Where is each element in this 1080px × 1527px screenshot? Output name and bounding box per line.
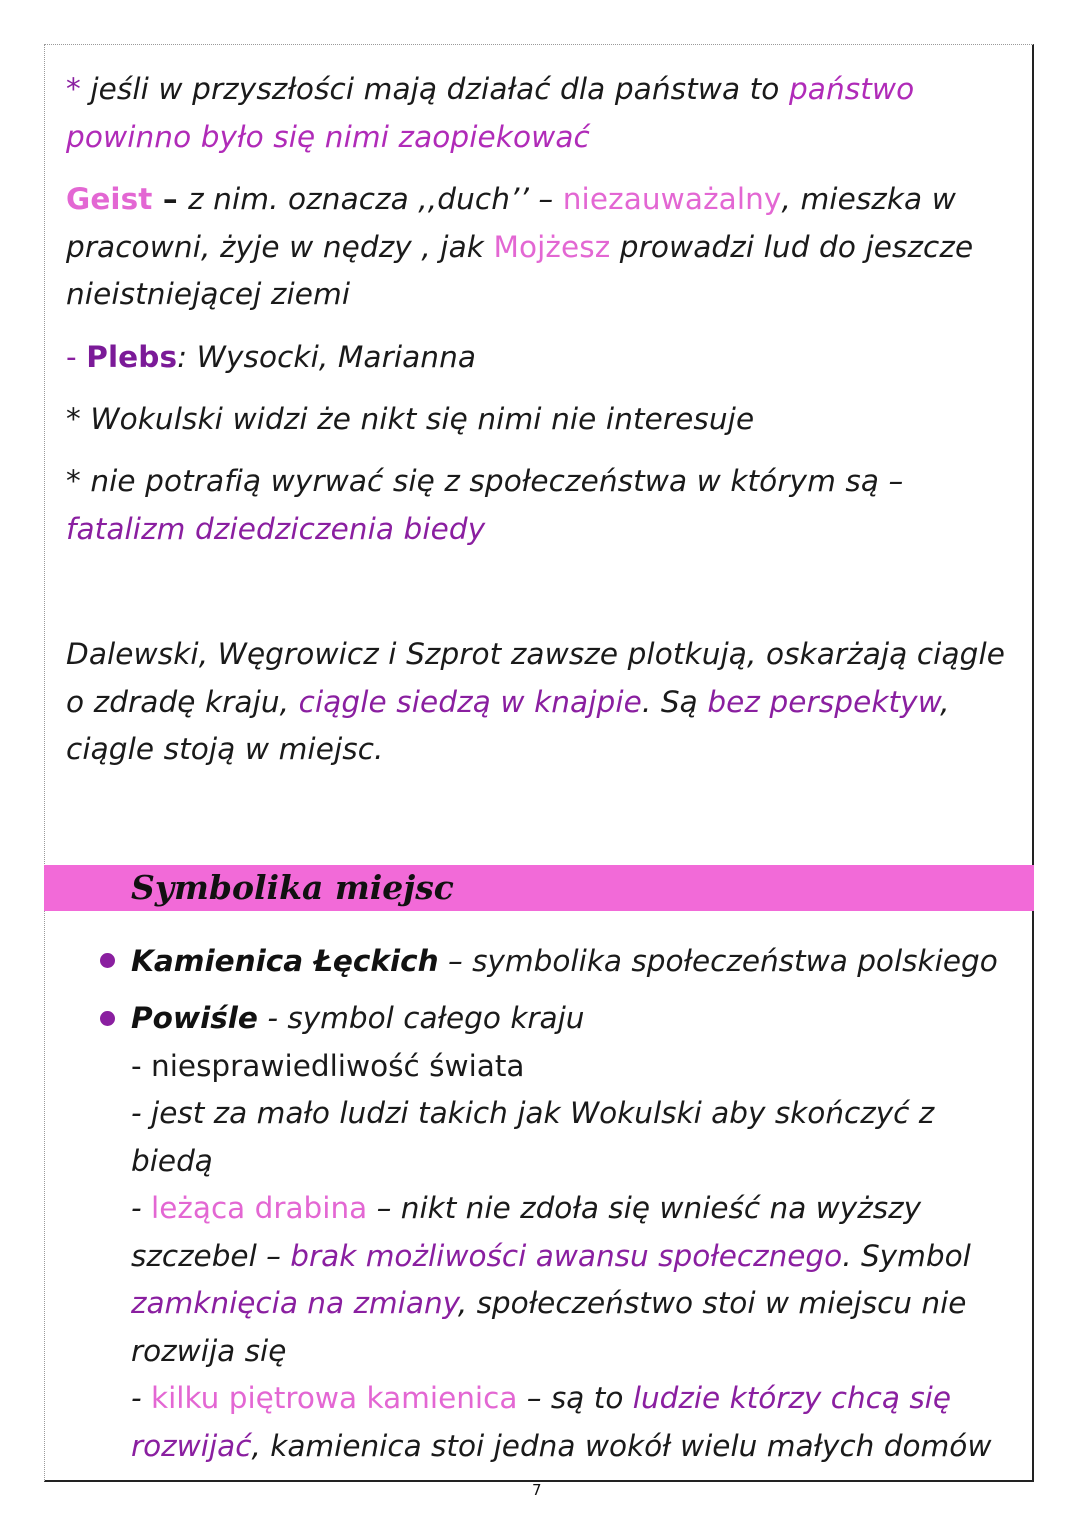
- text: , kamienica stoi jedna wokół wielu małych domów: [251, 1428, 992, 1463]
- sub-line: - jest za mało ludzi takich jak Wokulski aby skończyć z biedą: [131, 1096, 935, 1178]
- text: . Są: [641, 684, 708, 719]
- highlight: leżąca drabina: [151, 1191, 368, 1225]
- sub-line: - niesprawiedliwość świata: [131, 1048, 525, 1083]
- highlight: powinno było się nimi zaopiekować: [66, 119, 590, 154]
- paragraph-fatalizm: [66, 458, 1016, 553]
- highlight: kilku piętrowa kamienica: [151, 1381, 518, 1415]
- text: : Wysocki, Marianna: [177, 340, 477, 374]
- text: – symbolika społeczeństwa polskiego: [438, 944, 998, 978]
- text: prowadzi lud do jeszcze nieistniejącej ziemi: [66, 229, 974, 311]
- text: , ciągle stoją w miejsc.: [66, 684, 950, 766]
- text: Dalewski, Węgrowicz i Szprot zawsze plotkują, oskarżają ciągle o zdradę kraju,: [66, 637, 1006, 719]
- term: Kamienica Łęckich: [131, 944, 439, 978]
- highlight: ludzie którzy chcą się rozwijać: [131, 1381, 952, 1463]
- text: , mieszka w pracowni, żyje w nędzy , jak: [66, 182, 956, 264]
- highlight: fatalizm dziedziczenia biedy: [66, 511, 486, 546]
- highlight: ciągle siedzą w knajpie: [298, 684, 642, 719]
- text: * nie potrafią wyrwać się z społeczeństwa w którym są –: [66, 464, 904, 498]
- paragraph-panstwo: [66, 66, 1016, 161]
- text: . Symbol: [842, 1238, 971, 1273]
- term: Powiśle: [131, 1001, 258, 1035]
- dash: -: [66, 340, 87, 374]
- sub-line: [131, 1375, 1021, 1470]
- highlight: bez perspektyw: [707, 684, 941, 719]
- page-number: 7: [532, 1481, 542, 1499]
- paragraph-geist: [66, 176, 1016, 319]
- text: z nim. oznacza ,,duch’’ –: [188, 182, 563, 216]
- text: , społeczeństwo stoi w miejscu nie rozwija się: [131, 1286, 967, 1368]
- text: - symbol całego kraju: [257, 1001, 585, 1035]
- dash: –: [152, 182, 189, 216]
- text: – nikt nie zdoła się wnieść na wyższy szczebel –: [131, 1191, 922, 1273]
- text: – są to: [517, 1381, 633, 1415]
- term-plebs: Plebs: [86, 340, 178, 374]
- highlight: niezauważalny: [562, 182, 782, 216]
- paragraph-dalewski: [66, 631, 1016, 774]
- section-title: Symbolika miejsc: [131, 868, 454, 907]
- highlight: Mojżesz: [493, 229, 611, 264]
- text: jeśli w przyszłości mają działać dla państwa to: [90, 72, 789, 106]
- paragraph-plebs: [66, 334, 1016, 382]
- text: -: [131, 1191, 152, 1225]
- highlight: brak możliwości awansu społecznego: [290, 1238, 843, 1273]
- paragraph-wokulski: * Wokulski widzi że nikt się nimi nie interesuje: [66, 402, 755, 436]
- sub-line: [131, 1185, 1021, 1375]
- bullet-icon: [100, 1011, 115, 1026]
- text: -: [131, 1381, 152, 1415]
- list-item-kamienica: [131, 938, 1021, 986]
- bullet-icon: [100, 953, 115, 968]
- list-item-powisle: [131, 995, 1021, 1470]
- highlight: państwo: [788, 72, 915, 106]
- term-geist: Geist: [66, 182, 153, 216]
- highlight: zamknięcia na zmiany: [131, 1286, 458, 1320]
- asterisk: *: [66, 72, 91, 106]
